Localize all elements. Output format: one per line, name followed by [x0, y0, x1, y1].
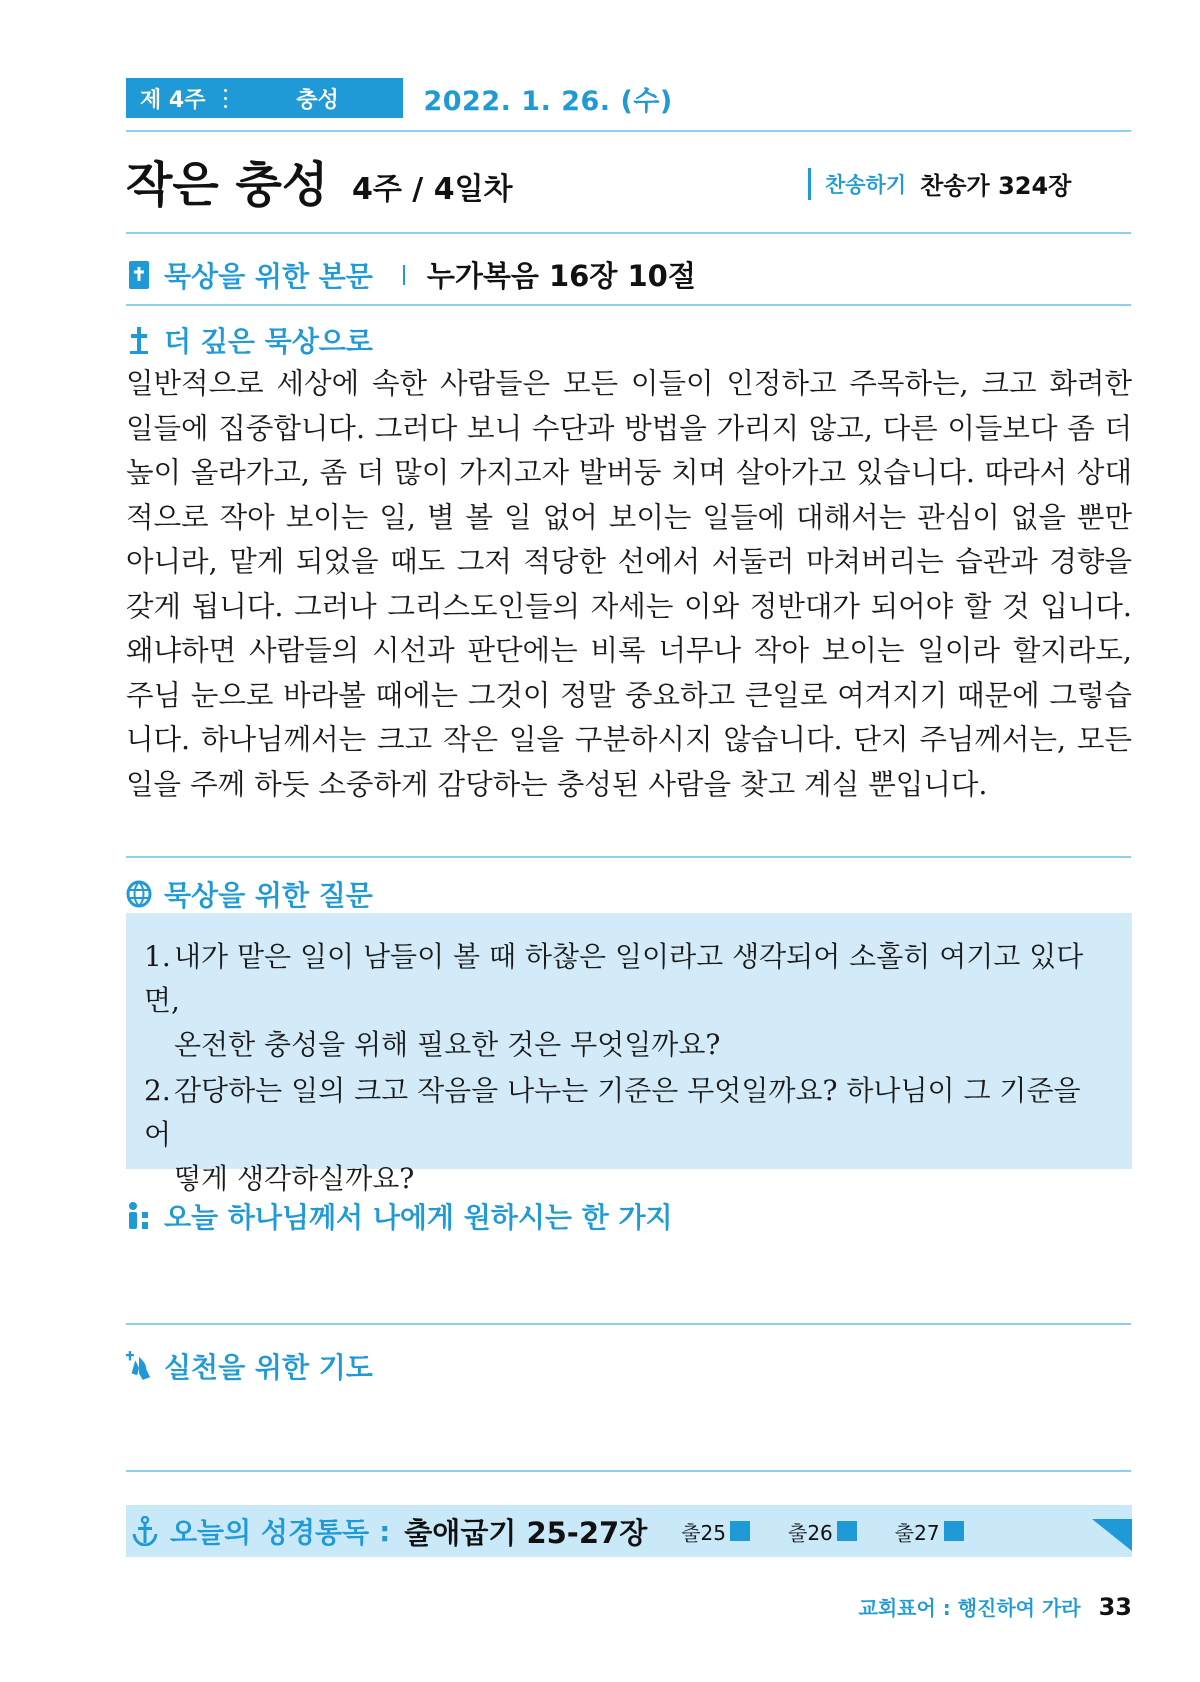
scripture-reference: 누가복음 16장 10절 — [426, 259, 696, 293]
reading-checkbox-2[interactable] — [788, 1517, 857, 1546]
checkbox-square[interactable] — [837, 1521, 857, 1541]
one-thing-label: 오늘 하나님께서 나에게 원하시는 한 가지 — [164, 1201, 673, 1234]
questions-heading — [126, 874, 373, 914]
prayer-label: 실천을 위한 기도 — [164, 1351, 373, 1384]
week-badge — [126, 78, 403, 118]
date-label: 2022. 1. 26. (수) — [423, 85, 673, 117]
separator-dots — [219, 89, 231, 108]
deeper-section-heading — [126, 320, 373, 360]
prayer-heading — [126, 1346, 373, 1386]
meditation-text: 일반적으로 세상에 속한 사람들은 모든 이들이 인정하고 주목하는, 크고 화려한 일들에 집중합니다. 그러다 보니 수단과 방법을 가리지 않고, 다른 이들보다 좀 더 높이 올라가고, 좀 더 많이 가지고자 발버둥 치며 살아가고 있습니다. 따라서 상대적으로 작아 보이는 일, 별 볼 일 없어 보이는 일들에 대해서는 관심이 없을 뿐만 아니라, 맡게 되었을 때도 그저 적당한 선에서 서둘러 마쳐버리는 습관과 경향을 갖게 됩니다. 그러나 그리스도인들의 자세는 이와 정반대가 되어야 할 것 입니다. 왜냐하면 사람들의 시선과 판단에는 비록 너무나 작아 보이는 일이라 할지라도, 주님 눈으로 바라볼 때에는 그것이 정말 중요하고 큰일로 여겨지기 때문에 그렇습니다. 하나님께서는 크고 작은 일을 구분하시지 않습니다. 단지 주님께서는, 모든 일을 주께 하듯 소중하게 감당하는 충성된 사람을 찾고 계실 뿐입니다. — [126, 367, 1132, 801]
hymn-label: 찬송하기 — [825, 172, 907, 197]
page-header — [126, 78, 673, 118]
deeper-label: 더 깊은 묵상으로 — [164, 325, 373, 358]
checkbox-label: 출27 — [894, 1520, 940, 1545]
scripture-section — [126, 254, 696, 295]
bible-reading-content — [132, 1511, 1002, 1551]
bible-reading-label: 오늘의 성경통독 — [170, 1516, 370, 1549]
divider — [126, 232, 1131, 234]
checkbox-square[interactable] — [944, 1521, 964, 1541]
scripture-separator — [403, 265, 405, 285]
questions-label: 묵상을 위한 질문 — [164, 879, 373, 912]
question-text-cont: 온전한 충성을 위해 필요한 것은 무엇일까요? — [174, 1028, 721, 1061]
hymn-bar — [808, 168, 811, 200]
reading-checkbox-1[interactable] — [681, 1517, 750, 1546]
divider — [126, 304, 1131, 306]
reading-checkbox-3[interactable] — [895, 1517, 964, 1546]
question-text-cont: 떻게 생각하실까요? — [174, 1162, 415, 1195]
corner-triangle — [1092, 1519, 1132, 1551]
week-label: 제 4주 — [140, 87, 206, 113]
checkbox-label: 출26 — [788, 1520, 833, 1545]
topic-label: 충성 — [296, 87, 339, 113]
checkbox-square[interactable] — [730, 1521, 750, 1541]
anchor-icon — [132, 1516, 158, 1546]
bible-reading-colon: : — [379, 1514, 391, 1548]
divider — [126, 856, 1131, 858]
one-thing-heading — [126, 1196, 673, 1236]
question-text: 감당하는 일의 크고 작음을 나누는 기준은 무엇일까요? 하나님이 그 기준을 어 — [144, 1074, 1081, 1151]
bible-reading-bar — [126, 1505, 1132, 1557]
praying-hands-icon — [126, 1351, 152, 1381]
page-number: 33 — [1098, 1593, 1132, 1621]
checkbox-label: 출25 — [681, 1520, 726, 1545]
bible-reading-heading — [132, 1511, 369, 1551]
question-text: 내가 맡은 일이 남들이 볼 때 하찮은 일이라고 생각되어 소홀히 여기고 있다면, — [144, 940, 1084, 1017]
hymn-value: 찬송가 324장 — [920, 172, 1072, 200]
question-item — [144, 1069, 1110, 1201]
church-motto: 교회표어 : 행진하여 가라 — [858, 1596, 1081, 1620]
scripture-label: 묵상을 위한 본문 — [164, 259, 373, 293]
bible-icon — [126, 260, 152, 290]
globe-icon — [126, 879, 152, 909]
divider — [126, 1470, 1131, 1472]
person-icon — [126, 1201, 152, 1231]
questions-box — [126, 913, 1132, 1195]
divider — [126, 1323, 1131, 1325]
question-item — [144, 935, 1110, 1067]
question-number: 1. — [144, 940, 171, 973]
question-number: 2. — [144, 1074, 171, 1107]
page-footer — [859, 1592, 1133, 1621]
cross-icon — [126, 325, 152, 355]
bible-reading-reference: 출애굽기 25-27장 — [404, 1515, 648, 1550]
page-subtitle: 4주 / 4일차 — [352, 172, 513, 207]
page-title: 작은 충성 — [126, 157, 329, 213]
hymn-info — [808, 166, 1071, 201]
divider — [126, 130, 1131, 132]
